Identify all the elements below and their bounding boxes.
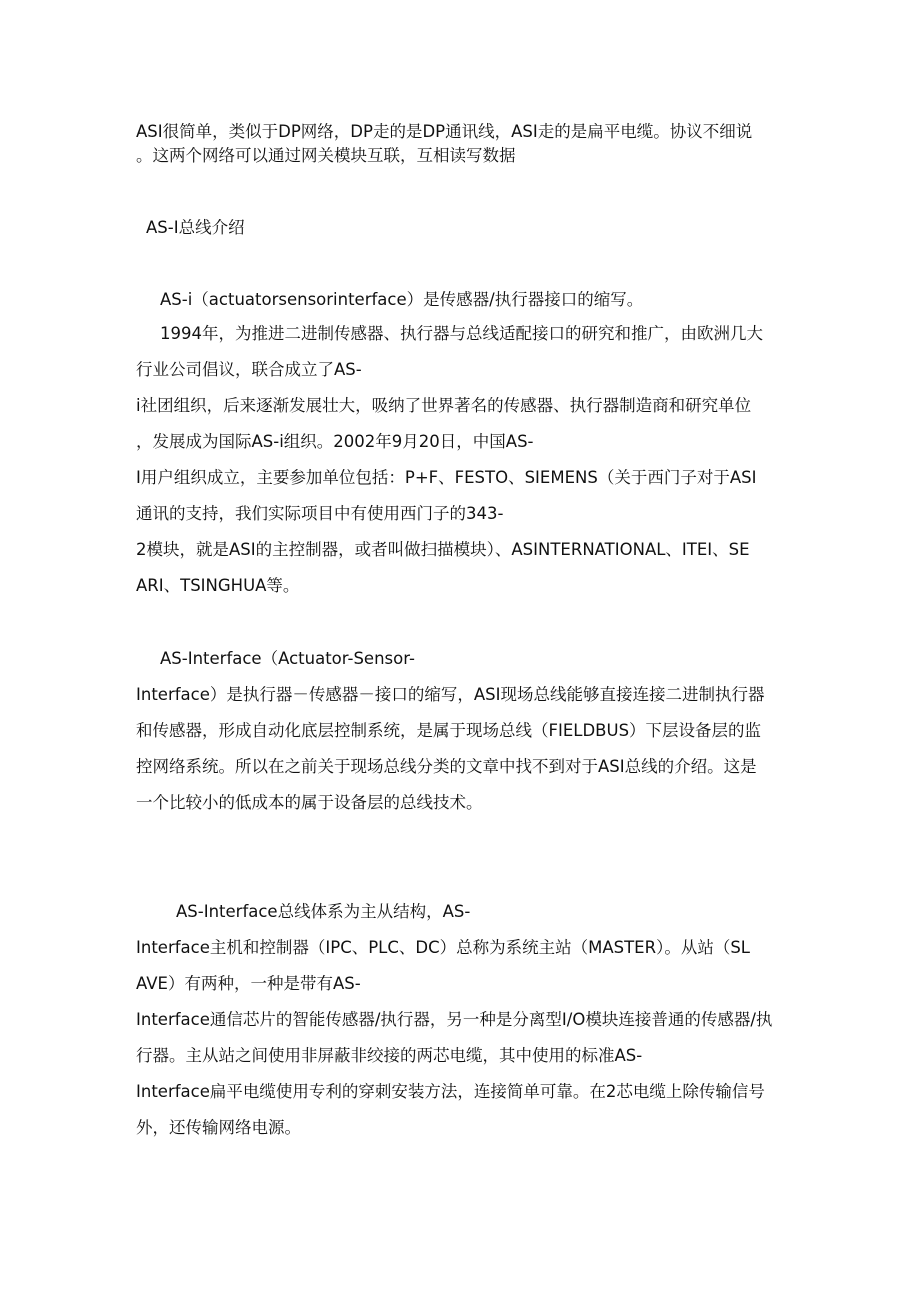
para2-line-3: i社团组织，后来逐渐发展壮大，吸纳了世界著名的传感器、执行器制造商和研究单位: [136, 396, 752, 415]
para2-line-4: ，发展成为国际AS-i组织。2002年9月20日，中国AS-: [136, 432, 534, 451]
para2-line-1: 1994年，为推进二进制传感器、执行器与总线适配接口的研究和推广，由欧洲几大: [160, 324, 763, 343]
para2-line-5: I用户组织成立，主要参加单位包括：P+F、FESTO、SIEMENS（关于西门子对于ASI: [136, 468, 757, 487]
para4-line-3: AVE）有两种，一种是带有AS-: [136, 974, 361, 993]
para2-line-2: 行业公司倡议，联合成立了AS-: [136, 360, 362, 379]
para2-line-7: 2模块，就是ASI的主控制器，或者叫做扫描模块）、ASINTERNATIONAL、ITEI、SE: [136, 540, 750, 559]
intro-line-1: ASI很简单，类似于DP网络，DP走的是DP通讯线，ASI走的是扁平电缆。协议不细说: [136, 122, 753, 141]
para3-line-2: Interface）是执行器－传感器－接口的缩写，ASI现场总线能够直接连接二进制执行器: [136, 685, 765, 704]
para4-line-1: AS-Interface总线体系为主从结构，AS-: [176, 902, 471, 921]
para3-line-5: 一个比较小的低成本的属于设备层的总线技术。: [136, 793, 483, 812]
para4-line-7: 外，还传输网络电源。: [136, 1118, 301, 1137]
para3-line-3: 和传感器，形成自动化底层控制系统，是属于现场总线（FIELDBUS）下层设备层的监: [136, 721, 762, 740]
para3-line-1: AS-Interface（Actuator-Sensor-: [160, 649, 415, 668]
para4-line-2: Interface主机和控制器（IPC、PLC、DC）总称为系统主站（MASTER）。从站（SL: [136, 938, 750, 957]
para1-line-1: AS-i（actuatorsensorinterface）是传感器/执行器接口的缩写。: [160, 290, 644, 309]
section-title: AS-I总线介绍: [146, 218, 245, 237]
intro-line-2: 。这两个网络可以通过网关模块互联，互相读写数据: [136, 146, 516, 165]
para3-line-4: 控网络系统。所以在之前关于现场总线分类的文章中找不到对于ASI总线的介绍。这是: [136, 757, 757, 776]
para4-line-4: Interface通信芯片的智能传感器/执行器，另一种是分离型I/O模块连接普通的传感器/执: [136, 1010, 773, 1029]
para2-line-6: 通讯的支持，我们实际项目中有使用西门子的343-: [136, 504, 504, 523]
para2-line-8: ARI、TSINGHUA等。: [136, 576, 300, 595]
para4-line-5: 行器。主从站之间使用非屏蔽非绞接的两芯电缆，其中使用的标准AS-: [136, 1046, 643, 1065]
para4-line-6: Interface扁平电缆使用专利的穿刺安装方法，连接简单可靠。在2芯电缆上除传输信号: [136, 1082, 765, 1101]
